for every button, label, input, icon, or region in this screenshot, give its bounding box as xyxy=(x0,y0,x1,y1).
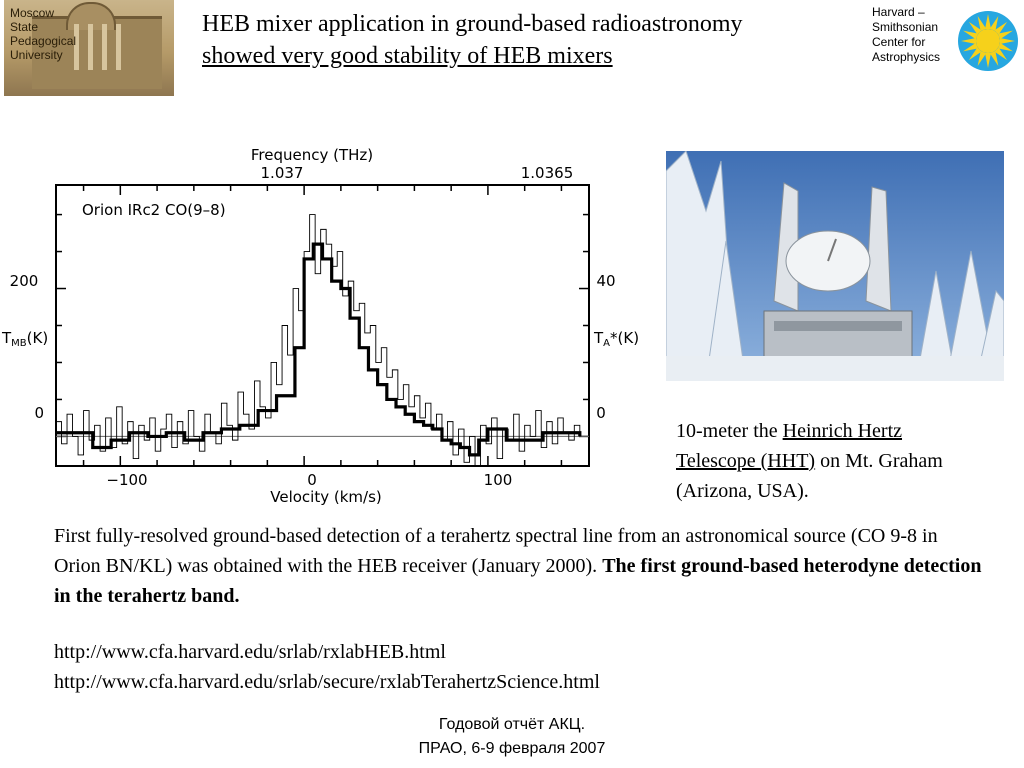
top-tick-label: 1.0365 xyxy=(520,164,574,182)
right-axis-label-unit: *(K) xyxy=(610,329,640,347)
caption-suffix: on Mt. Graham (Arizona, USA). xyxy=(676,450,943,502)
right-axis-label xyxy=(593,329,639,349)
footer-line-2: ПРАО, 6-9 февраля 2007 xyxy=(418,740,606,757)
left-axis-label xyxy=(1,329,48,349)
body-paragraph xyxy=(54,521,984,611)
spectrum-chart xyxy=(0,140,660,510)
column xyxy=(88,24,93,70)
footer-line-1: Годовой отчёт АКЦ. xyxy=(438,716,586,733)
plot-frame xyxy=(56,185,589,466)
x-tick-label: 100 xyxy=(483,471,513,489)
photo-caption xyxy=(676,416,986,506)
left-axis-label-main: T xyxy=(2,329,12,347)
series-layer xyxy=(56,215,580,466)
left-tick-label: 0 xyxy=(34,404,44,422)
column xyxy=(116,24,121,70)
body-bold-text: The first ground-based heterodyne detection in the terahertz band. xyxy=(54,555,982,607)
x-axis-label: Velocity (km/s) xyxy=(270,488,382,506)
right-tick-label: 40 xyxy=(596,272,616,290)
top-tick-label: 1.037 xyxy=(260,164,304,182)
smithsonian-sun-icon xyxy=(955,8,1021,74)
top-axis-label: Frequency (THz) xyxy=(250,146,374,164)
smoothed-spectrum-line xyxy=(56,244,580,455)
axis-ticks xyxy=(56,185,589,466)
msu-logo-text: Moscow State Pedagogical University xyxy=(10,6,77,62)
left-tick-label: 200 xyxy=(9,272,39,290)
left-axis-label-sub: MB xyxy=(11,338,27,349)
column xyxy=(102,24,107,70)
footer xyxy=(300,713,724,761)
x-tick-label: −100 xyxy=(106,471,148,489)
msu-logo xyxy=(4,0,174,96)
x-tick-label: 0 xyxy=(307,471,317,489)
title-line-1: HEB mixer application in ground-based radioastronomy xyxy=(202,11,743,37)
telescope-photo xyxy=(666,151,1004,381)
hht-link[interactable]: Heinrich Hertz Telescope (HHT) xyxy=(676,420,903,472)
snow-ground xyxy=(666,356,1004,381)
chart-title: Orion IRc2 CO(9–8) xyxy=(82,201,226,219)
reference-link[interactable]: http://www.cfa.harvard.edu/srlab/rxlabHEB.html xyxy=(54,641,446,663)
reference-link[interactable]: http://www.cfa.harvard.edu/srlab/secure/rxlabTerahertzScience.html xyxy=(54,671,600,693)
right-axis-label-sub: A xyxy=(603,338,611,349)
left-axis-label-unit: (K) xyxy=(26,329,49,347)
right-axis-label-main: T xyxy=(594,329,604,347)
right-tick-label: 0 xyxy=(596,404,606,422)
sao-logo-text: Harvard – Smithsonian Center for Astrophysics xyxy=(872,5,941,64)
reference-links xyxy=(54,637,984,697)
body-text: First fully-resolved ground-based detection of a terahertz spectral line from an astronomical source (CO 9-8 in Orion BN/KL) was obtained with the HEB receiver (January 2000). xyxy=(54,525,938,577)
slide-title xyxy=(202,8,862,72)
title-line-2: showed very good stability of HEB mixers xyxy=(202,43,613,69)
caption-prefix: 10-meter the xyxy=(676,420,783,442)
